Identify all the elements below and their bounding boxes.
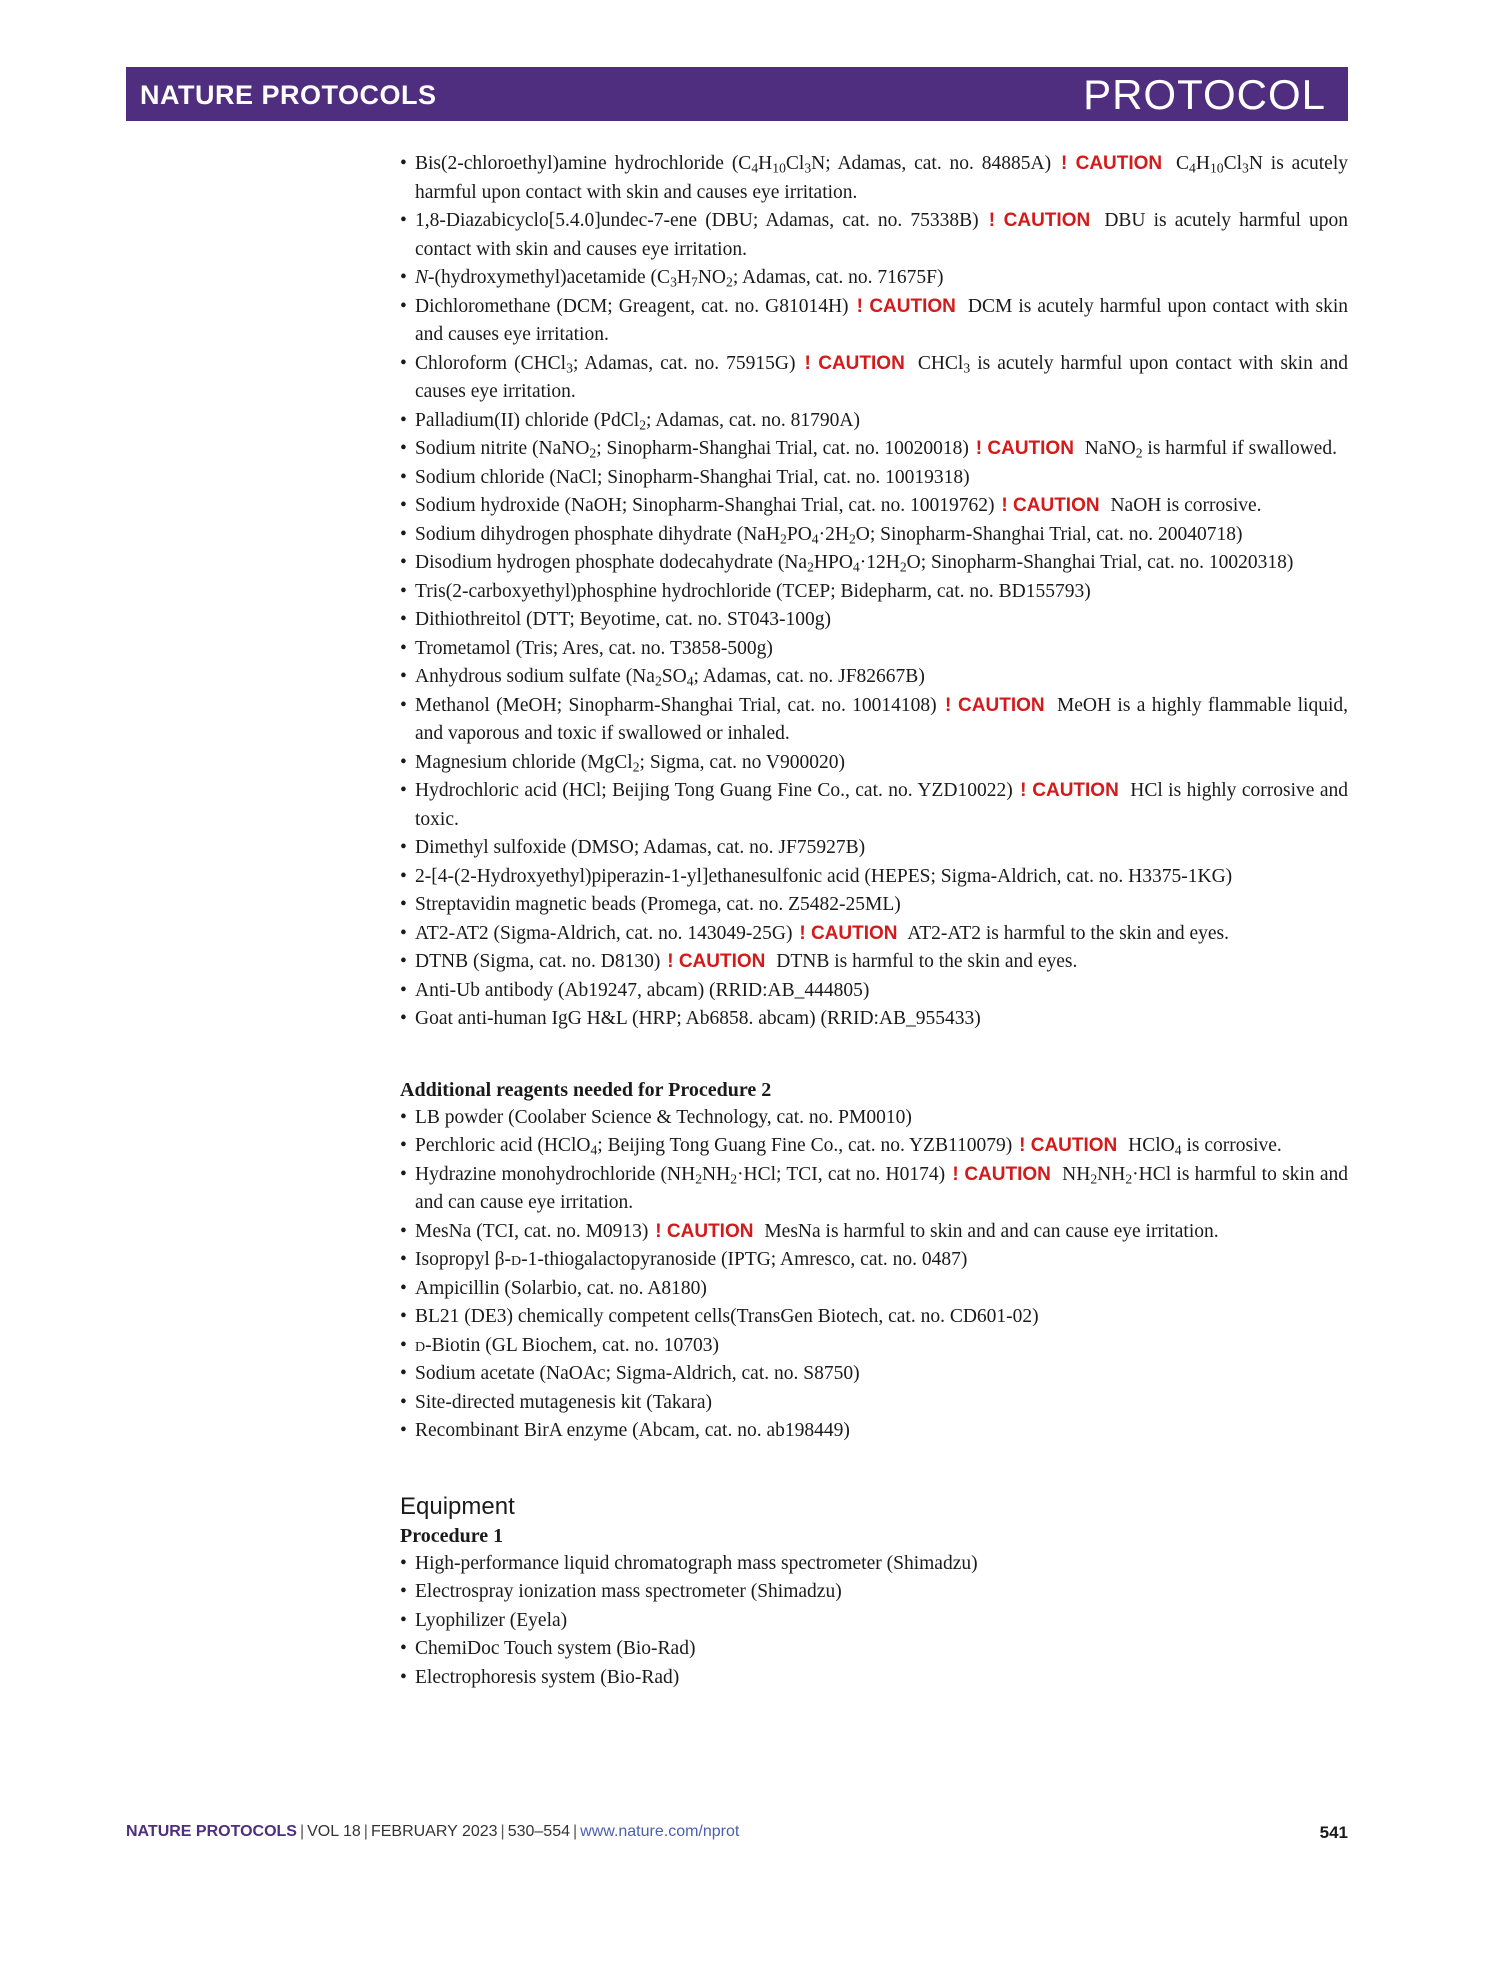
reagent-item: • Bis(2-chloroethyl)amine hydrochloride ($C_4H_{10}Cl_3N$; Adamas, cat. no. 84885A) ! CAUTION $C_4H_{10}Cl_3N$ is acutely harmful upon contact with skin and causes eye irritation. [400,150,1348,207]
reagent-item: • Disodium hydrogen phosphate dodecahydrate ($Na_2HPO_4\cdot 12H_2O$; Sinopharm-Shanghai Trial, cat. no. 10020318) [400,549,1348,578]
footer-volume: VOL 18 [307,1823,361,1840]
caution-label: ! CAUTION [944,694,1045,716]
footer-url[interactable]: www.nature.com/nprot [580,1823,740,1840]
equipment-item: • Lyophilizer (Eyela) [400,1607,1348,1636]
caution-label: ! CAUTION [1061,153,1163,174]
reagent-item: • Dithiothreitol (DTT; Beyotime, cat. no. ST043-100g) [400,606,1348,635]
page-footer: NATURE PROTOCOLS | VOL 18 | FEBRUARY 2023 | 530–554 | www.nature.com/nprot 541 [126,1823,1348,1842]
caution-label: ! CAUTION [856,295,956,317]
reagent-item: • Anti-Ub antibody (Ab19247, abcam) (RRID:AB_444805) [400,977,1348,1006]
reagent-item: • 2-[4-(2-Hydroxyethyl)piperazin-1-yl]ethanesulfonic acid (HEPES; Sigma-Aldrich, cat. no. H3375-1KG) [400,863,1348,892]
additional-reagent-item: • Recombinant BirA enzyme (Abcam, cat. no. ab198449) [400,1417,1348,1446]
caution-label: ! CAUTION [975,438,1074,459]
reagent-item: • 1,8-Diazabicyclo[5.4.0]undec-7-ene (DBU; Adamas, cat. no. 75338B) ! CAUTION DBU is acutely harmful upon contact with skin and causes eye irritation. [400,207,1348,264]
reagent-item: • Methanol (MeOH; Sinopharm-Shanghai Trial, cat. no. 10014108) ! CAUTION MeOH is a highly flammable liquid, and vaporous and toxic if swallowed or inhaled. [400,692,1348,749]
equipment-item: • Electrospray ionization mass spectrometer (Shimadzu) [400,1578,1348,1607]
additional-reagent-item: • BL21 (DE3) chemically competent cells(TransGen Biotech, cat. no. CD601-02) [400,1303,1348,1332]
additional-reagents-heading: Additional reagents needed for Procedure 2 [400,1078,772,1101]
footer-journal: NATURE PROTOCOLS [126,1823,297,1840]
equipment-heading: Equipment [400,1492,515,1520]
additional-reagent-item: • d-Biotin (GL Biochem, cat. no. 10703) [400,1332,1348,1361]
caution-label: ! CAUTION [799,922,898,944]
reagent-item: • Anhydrous sodium sulfate ($Na_2SO_4$; Adamas, cat. no. JF82667B) [400,663,1348,692]
main-content [400,150,1348,1692]
caution-label: ! CAUTION [1001,495,1100,516]
caution-label: ! CAUTION [655,1220,754,1242]
caution-label: ! CAUTION [952,1163,1051,1185]
additional-reagent-item: • Site-directed mutagenesis kit (Takara) [400,1389,1348,1418]
reagent-item: • Trometamol (Tris; Ares, cat. no. T3858-500g) [400,635,1348,664]
reagent-item: • Palladium(II) chloride (PdCl$_2$; Adamas, cat. no. 81790A) [400,407,1348,436]
header-banner [126,67,1348,121]
caution-label: ! CAUTION [1020,780,1119,801]
reagent-item: • Sodium nitrite (NaNO$_2$; Sinopharm-Shanghai Trial, cat. no. 10020018) ! CAUTION NaNO$_2$ is harmful if swallowed. [400,435,1348,464]
equipment-item: • ChemiDoc Touch system (Bio-Rad) [400,1635,1348,1664]
additional-reagent-item: • Hydrazine monohydrochloride ($NH_2NH_2\cdot HCl$; TCI, cat no. H0174) ! CAUTION $NH_2NH_2\cdot HCl$ is harmful to skin and and can cause eye irritation. [400,1161,1348,1218]
section-label: PROTOCOL [1083,71,1326,118]
reagents-list [400,150,1348,1034]
reagent-item: • Sodium hydroxide (NaOH; Sinopharm-Shanghai Trial, cat. no. 10019762) ! CAUTION NaOH is corrosive. [400,492,1348,521]
reagent-item: • N-(hydroxymethyl)acetamide ($C_3H_7NO_2$; Adamas, cat. no. 71675F) [400,264,1348,293]
reagent-item: • Hydrochloric acid (HCl; Beijing Tong Guang Fine Co., cat. no. YZD10022) ! CAUTION HCl is highly corrosive and toxic. [400,777,1348,834]
reagent-item: • Dichloromethane (DCM; Greagent, cat. no. G81014H) ! CAUTION DCM is acutely harmful upon contact with skin and causes eye irritation. [400,293,1348,350]
procedure-1-heading: Procedure 1 [400,1524,504,1547]
additional-reagents-list [400,1104,1348,1446]
reagent-item: • Sodium chloride (NaCl; Sinopharm-Shanghai Trial, cat. no. 10019318) [400,464,1348,493]
caution-label: ! CAUTION [988,210,1091,231]
footer-pages: 530–554 [507,1823,570,1840]
reagent-item: • Magnesium chloride (MgCl$_2$; Sigma, cat. no V900020) [400,749,1348,778]
reagent-item: • Chloroform (CHCl$_3$; Adamas, cat. no. 75915G) ! CAUTION CHCl$_3$ is acutely harmful upon contact with skin and causes eye irritation. [400,350,1348,407]
reagent-item: • Sodium dihydrogen phosphate dihydrate ($NaH_2PO_4\cdot 2H_2O$; Sinopharm-Shanghai Trial, cat. no. 20040718) [400,521,1348,550]
reagent-item: • AT2-AT2 (Sigma-Aldrich, cat. no. 143049-25G) ! CAUTION AT2-AT2 is harmful to the skin and eyes. [400,920,1348,949]
footer-date: FEBRUARY 2023 [370,1823,498,1840]
additional-reagent-item: • Isopropyl β-d-1-thiogalactopyranoside (IPTG; Amresco, cat. no. 0487) [400,1246,1348,1275]
additional-reagent-item: • Sodium acetate (NaOAc; Sigma-Aldrich, cat. no. S8750) [400,1360,1348,1389]
reagent-item: • Tris(2-carboxyethyl)phosphine hydrochloride (TCEP; Bidepharm, cat. no. BD155793) [400,578,1348,607]
equipment-item: • High-performance liquid chromatograph mass spectrometer (Shimadzu) [400,1550,1348,1579]
page-number: 541 [1319,1823,1348,1842]
additional-reagent-item: • LB powder (Coolaber Science & Technology, cat. no. PM0010) [400,1104,1348,1133]
reagent-item: • Goat anti-human IgG H&L (HRP; Ab6858. abcam) (RRID:AB_955433) [400,1005,1348,1034]
reagent-item: • Streptavidin magnetic beads (Promega, cat. no. Z5482-25ML) [400,891,1348,920]
additional-reagent-item: • Perchloric acid (HClO$_4$; Beijing Tong Guang Fine Co., cat. no. YZB110079) ! CAUTION HClO$_4$ is corrosive. [400,1132,1348,1161]
additional-reagent-item: • MesNa (TCI, cat. no. M0913) ! CAUTION MesNa is harmful to skin and and can cause eye irritation. [400,1218,1348,1247]
caution-label: ! CAUTION [1019,1135,1118,1156]
caution-label: ! CAUTION [667,951,766,972]
equipment-item: • Electrophoresis system (Bio-Rad) [400,1664,1348,1693]
reagent-item: • Dimethyl sulfoxide (DMSO; Adamas, cat. no. JF75927B) [400,834,1348,863]
additional-reagent-item: • Ampicillin (Solarbio, cat. no. A8180) [400,1275,1348,1304]
reagent-item: • DTNB (Sigma, cat. no. D8130) ! CAUTION DTNB is harmful to the skin and eyes. [400,948,1348,977]
caution-label: ! CAUTION [804,352,905,374]
equipment-list [400,1550,1348,1693]
journal-name: NATURE PROTOCOLS [140,80,437,110]
